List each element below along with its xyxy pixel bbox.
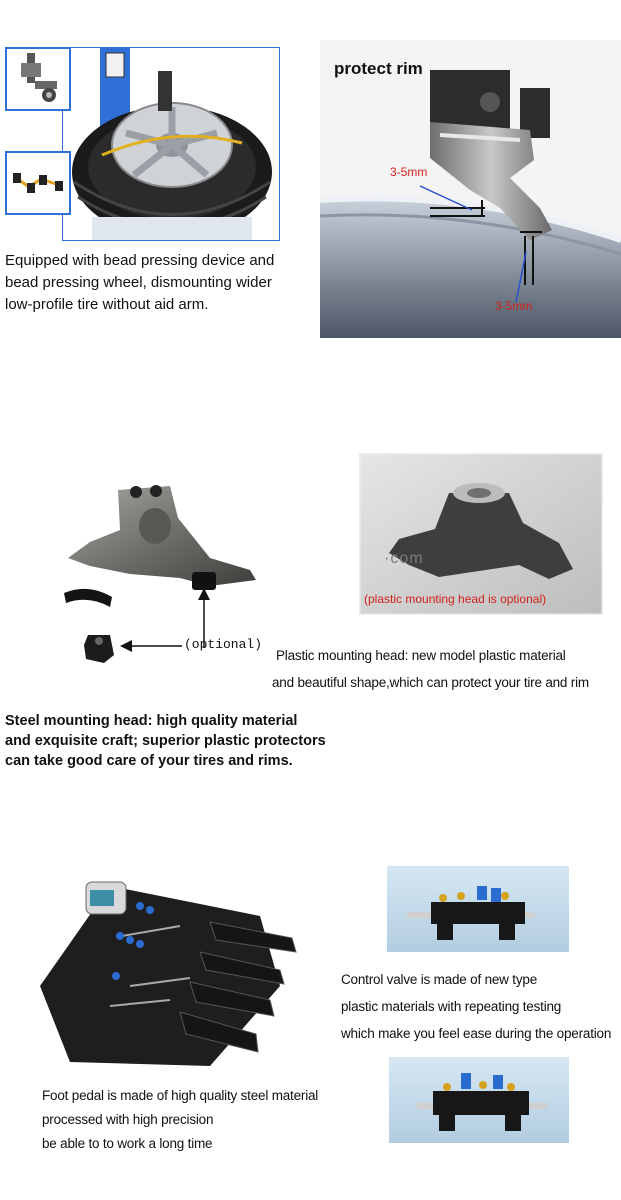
- caption-line: can take good care of your tires and rims.: [5, 753, 293, 769]
- plastic-mounting-head-photo: [359, 453, 603, 615]
- gap-bottom-label: 3-5mm: [495, 299, 533, 313]
- caption-line: and beautiful shape,which can protect your tire and rim: [272, 675, 589, 690]
- foot-pedal-caption: [42, 1084, 342, 1156]
- caption-line: Equipped with bead pressing device and: [5, 252, 275, 269]
- caption-line: Foot pedal is made of high quality steel material: [42, 1088, 319, 1103]
- caption-line: Control valve is made of new type: [341, 972, 537, 987]
- caption-line: processed with high precision: [42, 1112, 214, 1127]
- gap-top-label: 3-5mm: [390, 165, 428, 179]
- control-valve-caption: [341, 966, 621, 1047]
- bead-press-caption: [5, 250, 305, 316]
- tire-changer-photo: [62, 47, 280, 241]
- protect-rim-title: protect rim: [334, 59, 423, 78]
- caption-line: Steel mounting head: high quality material: [5, 713, 298, 729]
- plastic-head-caption: [274, 642, 620, 696]
- plastic-insert-image: [82, 625, 116, 665]
- caption-line: and exquisite craft; superior plastic protectors: [5, 733, 326, 749]
- control-valve-photo-1: [387, 866, 569, 952]
- plastic-photo-caption: (plastic mounting head is optional): [364, 592, 547, 606]
- caption-line: which make you feel ease during the operation: [341, 1026, 612, 1041]
- caption-line: bead pressing wheel, dismounting wider: [5, 274, 272, 291]
- caption-line: be able to to work a long time: [42, 1136, 213, 1151]
- caption-line: low-profile tire without aid arm.: [5, 296, 209, 313]
- bead-press-wheel-inset: [5, 151, 71, 215]
- optional-label: (optional): [184, 637, 263, 652]
- control-valve-photo-2: [389, 1057, 569, 1143]
- caption-line: plastic materials with repeating testing: [341, 999, 562, 1014]
- foot-pedal-photo: [30, 866, 300, 1076]
- bead-press-device-inset: [5, 47, 71, 111]
- caption-line: Plastic mounting head: new model plastic material: [276, 648, 566, 663]
- steel-head-caption: [5, 711, 335, 771]
- plastic-photo-watermark: ·com: [384, 550, 424, 567]
- plastic-protector-strip: [62, 583, 114, 609]
- protect-rim-photo: [320, 40, 621, 338]
